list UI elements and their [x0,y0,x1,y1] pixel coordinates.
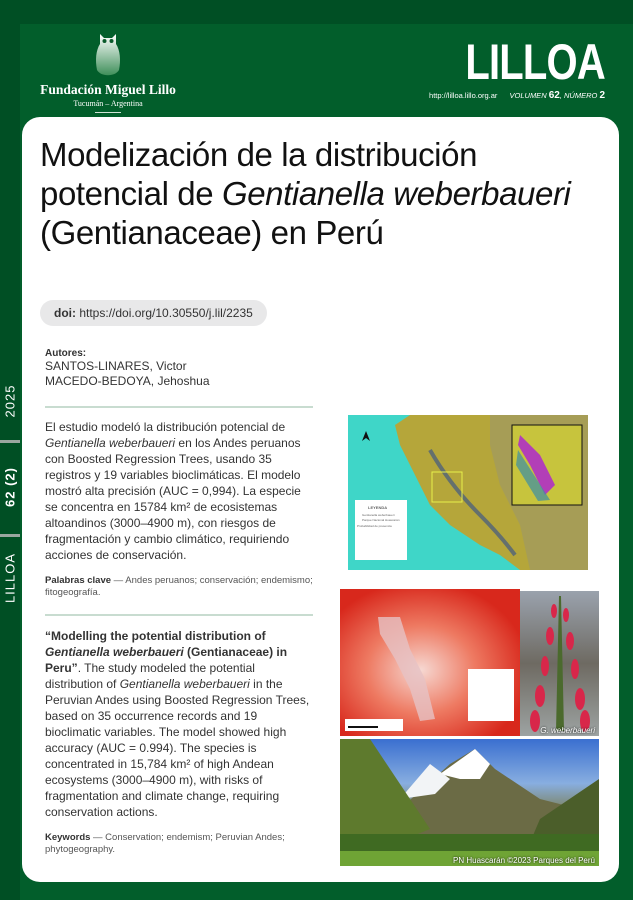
journal-meta: http://lilloa.lillo.org.ar VOLUMEN 62, NÚMERO 2 [429,90,605,101]
issue-number: 2 [599,90,605,101]
journal-name: LILLOA [465,34,605,90]
foundation-place: Tucumán – Argentina [73,99,143,108]
journal-url[interactable]: http://lilloa.lillo.org.ar [429,91,498,100]
altitude-map-icon [340,589,520,736]
author-name: SANTOS-LINARES, Victor [45,359,187,373]
authors-label: Autores: [45,348,87,359]
side-tab-journal: LILLOA [0,538,20,618]
header [20,24,633,118]
doi-label: doi: [54,306,76,320]
distribution-map-figure: LEYENDA Gentianella weberbaueri Parque Nacional Huascarán Probabilidad de presencia [340,405,597,577]
side-separator [0,440,20,443]
landscape-photo [340,739,599,866]
foundation-name: Fundación Miguel Lillo [40,82,176,97]
photo-credit: PN Huascarán ©2023 Parques del Perú [453,856,595,865]
author-name: MACEDO-BEDOYA, Jehoshua [45,374,210,388]
volume-number: 62 [548,90,560,101]
article-title: Modelización de la distribución potencial de Gentianella weberbaueri (Gentianaceae) en Perú [40,136,571,251]
doi-link[interactable]: https://doi.org/10.30550/j.lil/2235 [79,306,253,320]
side-separator [0,534,20,537]
journal-branding [429,34,605,101]
side-tab-volume: 62 (2) [0,444,20,530]
foundation-logo [38,30,178,113]
photo-caption: G. weberbaueri [540,726,595,735]
keywords: Keywords — Conservation; endemism; Peruvian Andes; phytogeography. [45,832,285,855]
english-abstract: “Modelling the potential distribution of Gentianella weberbaueri (Gentianaceae) in Peru”. The study modeled the potential distribution of Gentianella weberbaueri in the Peruvian Andes using Boosted Regression Trees, based on 35 occurrence records and 19 bioclimatic variables. The model showed high accuracy (AUC = 0.994). The species is concentrated in 15,784 km² of high Andean ecosystems (3000–4900 m), with risks of fragmentation and climate change, requiring conservation actions. [45,629,310,819]
authors-block [45,348,313,389]
divider [45,406,313,408]
resumen-text: El estudio modeló la distribución potencial de Gentianella weberbaueri en los Andes peruanos con Boosted Regression Trees, usando 35 registros y 19 variables bioclimáticas. El modelo mostró alta precisión (AUC = 0,994). La especie se concentra en 15784 km² de ecosistemas altoandinos (3000–4900 m), con riesgos de fragmentación y cambio climático, requiriendo acciones de conservación. [45,420,301,562]
altitude-map-figure [340,589,520,736]
volume-label: VOLUMEN [509,91,547,100]
issue-label: NÚMERO [564,91,598,100]
gentianella-flower-icon [520,591,599,736]
plant-photo [520,591,599,736]
divider [45,614,313,616]
logo-divider [95,112,121,113]
palabras-clave: Palabras clave — Andes peruanos; conservación; endemismo; fitogeografía. [45,575,313,598]
mountain-landscape-icon [340,739,599,866]
doi-badge[interactable] [40,300,267,326]
owl-logo-icon [93,30,123,78]
peru-map-icon [340,405,597,577]
side-tab-year: 2025 [0,365,20,437]
article-card [22,117,619,882]
